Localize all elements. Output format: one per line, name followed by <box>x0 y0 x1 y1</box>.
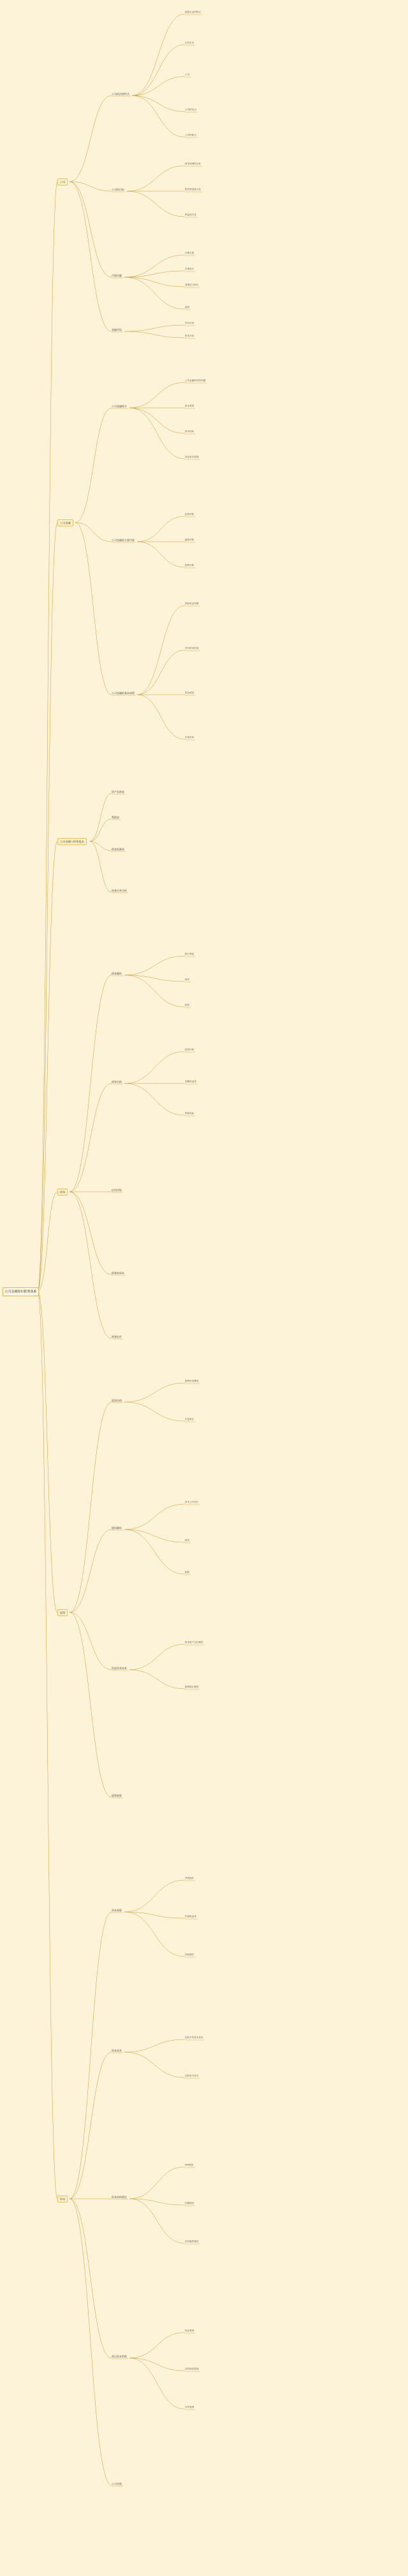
branch-connector <box>69 182 112 277</box>
leaf-connector <box>124 1402 185 1421</box>
branch-node: 金融市场 <box>112 328 122 331</box>
branch-node: 资本结构理论 <box>112 2196 127 2199</box>
leaf-node: 投资决策 <box>185 513 194 516</box>
branch-connector <box>69 1192 112 1275</box>
branch-connector <box>69 1612 112 1797</box>
leaf-node: 优序融资理论 <box>185 2240 199 2243</box>
branch-node: 资本预算 <box>112 1909 122 1912</box>
branch-node: 公司金融的主要内容 <box>112 539 135 542</box>
leaf-node: 市场效率 <box>185 736 194 739</box>
leaf-connector <box>129 1670 185 1689</box>
leaf-connector <box>124 271 185 277</box>
leaf-connector <box>129 408 185 433</box>
branch-node: 公司金融的基本原理 <box>112 691 135 695</box>
root-node: 公司金融知识框架体系 <box>3 1287 39 1296</box>
leaf-node: 公司的缺点 <box>185 134 196 136</box>
leaf-connector <box>137 542 185 567</box>
leaf-node: 租赁 <box>185 1004 190 1006</box>
leaf-connector <box>127 191 185 217</box>
leaf-node: 应收账款管理 <box>185 2368 199 2370</box>
leaf-node: MM理论 <box>185 2164 194 2166</box>
leaf-connector <box>129 2358 185 2409</box>
branch-connector <box>69 2199 112 2486</box>
leaf-node: 资本预算 <box>185 405 194 407</box>
section-connector <box>38 1291 57 1612</box>
section-node: 股票 <box>57 1609 68 1616</box>
branch-node: 资产负债表 <box>112 790 124 793</box>
branch-connector <box>69 2199 112 2358</box>
leaf-node: 回收期法 <box>185 1953 194 1956</box>
leaf-node: 配股 <box>185 1571 190 1574</box>
section-connector <box>38 523 57 1291</box>
branch-node: 公司并购 <box>112 2482 122 2486</box>
leaf-connector <box>124 975 185 981</box>
section-connector <box>38 1291 57 2199</box>
branch-node: 股权融资 <box>112 1526 122 1530</box>
leaf-node: 公司 <box>185 73 190 76</box>
leaf-node: 债券 <box>185 978 190 981</box>
leaf-connector <box>124 1504 185 1530</box>
branch-node: 现金流量表 <box>112 848 124 851</box>
branch-node: 股利政策 <box>112 1794 122 1797</box>
leaf-connector <box>137 516 185 542</box>
leaf-connector <box>124 325 185 331</box>
branch-connector <box>75 408 112 523</box>
branch-connector <box>69 182 112 331</box>
branch-node: 股票估值 <box>112 1399 122 1402</box>
leaf-node: 股利决策 <box>185 564 194 567</box>
branch-node: 利润表 <box>112 816 119 819</box>
section-node: 公司金融 <box>57 519 73 526</box>
leaf-node: 资本结构 <box>185 430 194 433</box>
leaf-node: 融资决策 <box>185 539 194 541</box>
leaf-node: 公司的优点 <box>185 108 196 111</box>
branch-node: 债务的成本 <box>112 1271 124 1275</box>
branch-connector <box>69 1192 112 1338</box>
leaf-node: 加权平均资本成本 <box>185 2036 203 2039</box>
leaf-node: 利率风险 <box>185 1112 194 1115</box>
leaf-connector <box>124 1530 185 1574</box>
branch-node: 债务融资 <box>112 972 122 975</box>
branch-node: 权益资本成本 <box>112 1667 127 1670</box>
leaf-connector <box>129 408 185 459</box>
leaf-connector <box>124 2039 185 2052</box>
leaf-connector <box>124 331 185 338</box>
leaf-connector <box>129 1644 185 1670</box>
branch-connector <box>69 2052 112 2199</box>
leaf-node: 银行贷款 <box>185 953 194 955</box>
branch-connector <box>69 1083 112 1192</box>
leaf-connector <box>124 1912 185 1957</box>
leaf-node: 股利折现模型 <box>185 1380 199 1382</box>
leaf-node: 现金流量 <box>185 691 194 694</box>
leaf-connector <box>124 1052 185 1083</box>
branch-node: 代理问题 <box>112 274 122 277</box>
leaf-node: 资本市场 <box>185 335 194 337</box>
leaf-connector <box>132 96 185 112</box>
leaf-node: 权衡理论 <box>185 2202 194 2204</box>
section-connector <box>38 182 57 1291</box>
branch-node: 财务杠杆 <box>112 1335 122 1338</box>
leaf-connector <box>127 166 185 191</box>
section-node: 债务 <box>57 1189 68 1196</box>
leaf-node: 首次公开发行 <box>185 1501 199 1503</box>
leaf-node: 内部收益率 <box>185 1915 196 1918</box>
branch-connector <box>69 1912 112 2199</box>
leaf-node: 合伙企业 <box>185 41 194 44</box>
branch-node: 债券估值 <box>112 1080 122 1083</box>
leaf-node: 利益相关者 <box>185 213 196 216</box>
leaf-connector <box>124 1083 185 1115</box>
branch-connector <box>90 841 112 851</box>
branch-connector <box>69 1402 112 1612</box>
leaf-node: 公司金融研究的问题 <box>185 379 206 382</box>
leaf-node: 增发 <box>185 1539 190 1542</box>
leaf-node: 代理关系 <box>185 252 194 254</box>
branch-node: 财务比率分析 <box>112 889 127 892</box>
leaf-connector <box>137 695 185 739</box>
leaf-node: 资本资产定价模型 <box>185 1641 203 1644</box>
leaf-connector <box>124 975 185 1007</box>
leaf-connector <box>137 650 185 695</box>
leaf-node: 代理成本 <box>185 268 194 270</box>
leaf-connector <box>129 2167 185 2199</box>
leaf-connector <box>124 1880 185 1912</box>
leaf-node: 风险收益权衡 <box>185 602 199 605</box>
leaf-node: 管理层与股东 <box>185 284 199 286</box>
leaf-node: 独资企业的特点 <box>185 11 201 13</box>
leaf-node: 市盈率法 <box>185 1418 194 1421</box>
leaf-node: 货币市场 <box>185 322 194 324</box>
branch-connector <box>69 182 112 191</box>
leaf-connector <box>124 1383 185 1402</box>
leaf-node: 净现值法 <box>185 1877 194 1879</box>
leaf-connector <box>132 14 185 96</box>
leaf-node: 债券价格 <box>185 1048 194 1051</box>
leaf-node: 股东财富最大化 <box>185 188 201 191</box>
branch-connector <box>75 523 112 695</box>
leaf-connector <box>129 2333 185 2358</box>
branch-connector <box>90 819 112 841</box>
branch-node: 信用评级 <box>112 1189 122 1192</box>
branch-connector <box>69 975 112 1192</box>
leaf-node: 存货管理 <box>185 2406 194 2408</box>
branch-connector <box>90 793 112 841</box>
leaf-connector <box>124 1912 185 1918</box>
leaf-connector <box>129 2199 185 2243</box>
leaf-connector <box>132 96 185 137</box>
leaf-node: 营运资本管理 <box>185 456 199 458</box>
leaf-node: 现金管理 <box>185 2329 194 2332</box>
branch-node: 公司的法律形式 <box>112 92 129 96</box>
section-node: 公司金融与财务报表 <box>57 838 87 845</box>
leaf-connector <box>124 277 185 287</box>
branch-connector <box>69 1612 112 1670</box>
leaf-connector <box>129 2199 185 2205</box>
branch-connector <box>75 523 112 542</box>
leaf-connector <box>124 2052 185 2078</box>
leaf-connector <box>129 382 185 408</box>
leaf-connector <box>124 956 185 975</box>
leaf-node: 到期收益率 <box>185 1080 196 1083</box>
section-node: 公司 <box>57 178 68 185</box>
branch-node: 资本成本 <box>112 2049 122 2052</box>
branch-node: 公司的目标 <box>112 188 124 191</box>
leaf-connector <box>132 45 185 96</box>
branch-connector <box>69 96 112 182</box>
leaf-node: 货币时间价值 <box>185 647 199 649</box>
branch-node: 营运资本管理 <box>112 2355 127 2358</box>
leaf-node: 监督 <box>185 306 190 308</box>
leaf-connector <box>137 605 185 695</box>
branch-node: 公司金融简介 <box>112 405 127 408</box>
branch-connector <box>69 1530 112 1612</box>
leaf-connector <box>124 1530 185 1542</box>
branch-connector <box>90 841 112 892</box>
leaf-node: 股利增长模型 <box>185 1686 199 1688</box>
leaf-node: 财务管理的目标 <box>185 163 201 165</box>
section-node: 资本 <box>57 2196 68 2203</box>
leaf-node: 边际资本成本 <box>185 2074 199 2077</box>
